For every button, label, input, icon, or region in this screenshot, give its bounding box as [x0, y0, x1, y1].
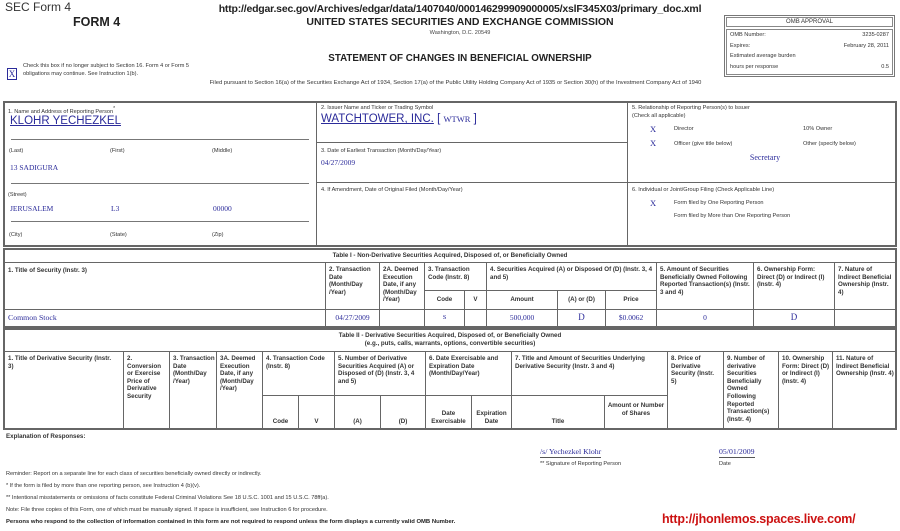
omb-number-value: 3235-0287 — [862, 32, 889, 38]
t2-header-transaction-date: 3. Transaction Date (Month/Day /Year) — [173, 355, 215, 385]
reminder-text: Reminder: Report on a separate line for each class of securities beneficially owned directly or indirectly. — [6, 471, 262, 477]
issuer-line — [321, 113, 477, 125]
filed-pursuant: Filed pursuant to Section 16(a) of the Securities Exchange Act of 1934, Section 17(a) of the Public Utility Holding Company Act of 1935 or Section 30(h) of the Investment Company Act of 1940 — [209, 80, 702, 86]
issuer-name-link[interactable]: WATCHTOWER, INC. — [321, 113, 434, 125]
one-reporting-person-checkbox[interactable]: X — [650, 198, 657, 208]
box2-label: 2. Issuer Name and Ticker or Trading Symbol — [321, 105, 434, 111]
omb-title: OMB APPROVAL — [726, 17, 893, 27]
date-label: Date — [719, 461, 731, 467]
t1-security-title: Common Stock — [8, 313, 57, 322]
ticker-symbol: WTWR — [443, 114, 471, 124]
t2-header-date-exercisable: Date Exercisable — [431, 410, 466, 425]
director-checkbox[interactable]: X — [650, 124, 657, 134]
state-value: L3 — [111, 204, 120, 213]
agency-name: UNITED STATES SECURITIES AND EXCHANGE COMMISSION — [306, 16, 614, 28]
more-reporting-persons-label: Form filed by More than One Reporting Person — [674, 213, 791, 219]
t1-header-amount: Amount — [510, 296, 534, 303]
t1-a-or-d: D — [578, 312, 585, 322]
t2-header-underlying: 7. Title and Amount of Securities Underlying Derivative Security (Instr. 3 and 4) — [515, 355, 645, 370]
explanation-of-responses: Explanation of Responses: — [6, 433, 86, 440]
box6-label: 6. Individual or Joint/Group Filing (Check Applicable Line) — [632, 187, 775, 193]
t2-header-derivative-price: 8. Price of Derivative Security (Instr. 5) — [671, 355, 714, 385]
t2-header-title: 1. Title of Derivative Security (Instr. 3) — [8, 355, 112, 370]
statement-title: STATEMENT OF CHANGES IN BENEFICIAL OWNERSHIP — [328, 53, 592, 64]
t1-header-v: V — [473, 296, 478, 303]
t1-header-ownership-form: 6. Ownership Form: Direct (D) or Indirect (I) (Instr. 4) — [757, 266, 825, 289]
city-label: (City) — [9, 232, 23, 238]
ticker-close-bracket: ] — [473, 113, 477, 125]
t2-header-number-acquired: 5. Number of Derivative Securities Acquired (A) or Disposed of (D) (Instr. 3, 4 and 5) — [338, 355, 415, 385]
table2-subtitle: (e.g., puts, calls, warrants, options, convertible securities) — [364, 340, 536, 347]
t1-header-transaction-date: 2. Transaction Date (Month/Day /Year) — [329, 266, 371, 296]
t2-header-underlying-title: Title — [551, 418, 565, 425]
checkbox-text: Check this box if no longer subject to Section 16. Form 4 or Form 5 obligations may continue. See Instruction 1(b). — [23, 63, 190, 77]
t1-header-price: Price — [623, 296, 639, 303]
t2-header-number-owned: 9. Number of derivative Securities Beneficially Owned Following Reported Transaction(s) (Instr. 4) — [727, 355, 770, 423]
box3-label: 3. Date of Earliest Transaction (Month/Day/Year) — [321, 148, 442, 154]
table1-title: Table I - Non-Derivative Securities Acquired, Disposed of, or Beneficially Owned — [332, 252, 568, 259]
t1-header-transaction-code: 3. Transaction Code (Instr. 8) — [428, 266, 470, 281]
omb-hours-label: hours per response — [730, 64, 779, 70]
t2-header-a: (A) — [353, 418, 362, 425]
t1-amount: 500,000 — [509, 313, 535, 322]
director-label: Director — [674, 126, 694, 132]
t2-header-ownership-form: 10. Ownership Form: Direct (D) or Indirect (I) (Instr. 4) — [782, 355, 830, 385]
box4-label: 4. If Amendment, Date of Original Filed (Month/Day/Year) — [321, 187, 463, 193]
omb-expires-value: February 28, 2011 — [843, 43, 889, 49]
one-reporting-person-label: Form filed by One Reporting Person — [674, 200, 764, 206]
t1-header-a-or-d: (A) or (D) — [568, 296, 595, 303]
omb-expires-label: Expires: — [730, 43, 751, 49]
t2-header-code: Code — [272, 418, 289, 425]
omb-burden-label: Estimated average burden — [730, 53, 796, 59]
last-label: (Last) — [9, 148, 24, 154]
t2-header-transaction-code: 4. Transaction Code (Instr. 8) — [266, 355, 325, 370]
t2-header-underlying-amount: Amount or Number of Shares — [607, 402, 665, 417]
ten-percent-owner-label: 10% Owner — [803, 126, 833, 132]
omb-hours-value: 0.5 — [881, 64, 889, 70]
t1-amount-owned: 0 — [703, 313, 707, 322]
t1-header-title: 1. Title of Security (Instr. 3) — [8, 267, 87, 274]
t2-header-expiration-date: Expiration Date — [476, 410, 507, 425]
t1-header-acquired-disposed: 4. Securities Acquired (A) or Disposed Of (D) (Instr. 3, 4 and 5) — [490, 266, 653, 281]
t1-header-deemed-date: 2A. Deemed Execution Date, if any (Month/Day /Year) — [383, 266, 419, 304]
t2-header-deemed-date: 3A. Deemed Execution Date, if any (Month/Day /Year) — [220, 355, 256, 393]
state-label: (State) — [110, 232, 127, 238]
middle-label: (Middle) — [212, 148, 233, 154]
signature-value: /s/ Yechezkel Klohr — [540, 447, 602, 456]
reporting-person-name-link[interactable]: KLOHR YECHEZKEL — [10, 115, 121, 127]
street-value: 13 SADIGURA — [10, 163, 59, 172]
t2-header-exercisable-expiration: 6. Date Exercisable and Expiration Date (Month/Day/Year) — [429, 355, 499, 378]
t2-header-v: V — [314, 418, 319, 425]
footnote-2: ** Intentional misstatements or omissions of facts constitute Federal Criminal Violations See 18 U.S.C. 1001 and 15 U.S.C. 78ff(a). — [6, 495, 329, 501]
t1-header-code: Code — [436, 296, 453, 303]
agency-location: Washington, D.C. 20549 — [429, 30, 491, 36]
ticker-open-bracket: [ — [437, 113, 441, 125]
signature-date: 05/01/2009 — [719, 447, 755, 456]
t2-header-d: (D) — [398, 418, 408, 425]
signature-label: ** Signature of Reporting Person — [540, 461, 622, 467]
street-label: (Street) — [8, 192, 27, 198]
t1-ownership-form: D — [790, 312, 798, 322]
officer-title-value: Secretary — [749, 153, 781, 162]
footnote-3: Note: File three copies of this Form, one of which must be manually signed. If space is insufficient, see Instruction 6 for procedure. — [6, 507, 328, 513]
omb-approval-box — [724, 15, 895, 77]
sec-form-label: SEC Form 4 — [5, 0, 72, 14]
t2-header-conversion-price: 2. Conversion or Exercise Price of Derivative Security — [127, 355, 162, 400]
t1-header-nature: 7. Nature of Indirect Beneficial Ownership (Instr. 4) — [838, 266, 892, 296]
document-url[interactable]: http://edgar.sec.gov/Archives/edgar/data/1407040/000146299909000005/xslF345X03/primary_doc.xml — [218, 3, 702, 15]
officer-checkbox[interactable]: X — [650, 138, 657, 148]
omb-number-label: OMB Number: — [730, 32, 766, 38]
first-label: (First) — [110, 148, 125, 154]
zip-value: 00000 — [213, 204, 232, 213]
box1-label-text: 1. Name and Address of Reporting Person — [8, 108, 114, 115]
box5-sublabel: (Check all applicable) — [632, 113, 686, 119]
box1-asterisk: * — [113, 106, 116, 112]
zip-label: (Zip) — [212, 232, 224, 238]
officer-label: Officer (give title below) — [674, 141, 733, 147]
no-longer-subject-checkbox[interactable]: X — [8, 69, 16, 79]
box5-label: 5. Relationship of Reporting Person(s) to Issuer — [632, 105, 750, 111]
t1-price: $0.0062 — [618, 313, 644, 322]
footnote-1: * If the form is filed by more than one reporting person, see Instruction 4 (b)(v). — [6, 483, 201, 489]
t1-code: S — [442, 314, 447, 321]
form-title: FORM 4 — [73, 15, 121, 29]
t1-transaction-date: 04/27/2009 — [335, 313, 370, 322]
earliest-transaction-date: 04/27/2009 — [321, 158, 356, 167]
omb-disclaimer: Persons who respond to the collection of information contained in this form are not required to respond unless the form displays a currently valid OMB Number. — [6, 519, 456, 525]
table2-title: Table II - Derivative Securities Acquired, Disposed of, or Beneficially Owned — [338, 332, 562, 339]
t2-header-nature: 11. Nature of Indirect Beneficial Ownership (Instr. 4) — [836, 355, 894, 378]
other-label: Other (specify below) — [803, 141, 856, 147]
watermark-url: http://jhonlemos.spaces.live.com/ — [662, 512, 856, 526]
city-value: JERUSALEM — [10, 204, 54, 213]
t1-header-amount-owned: 5. Amount of Securities Beneficially Owned Following Reported Transaction(s) (Instr. 3 and 4) — [660, 266, 750, 296]
